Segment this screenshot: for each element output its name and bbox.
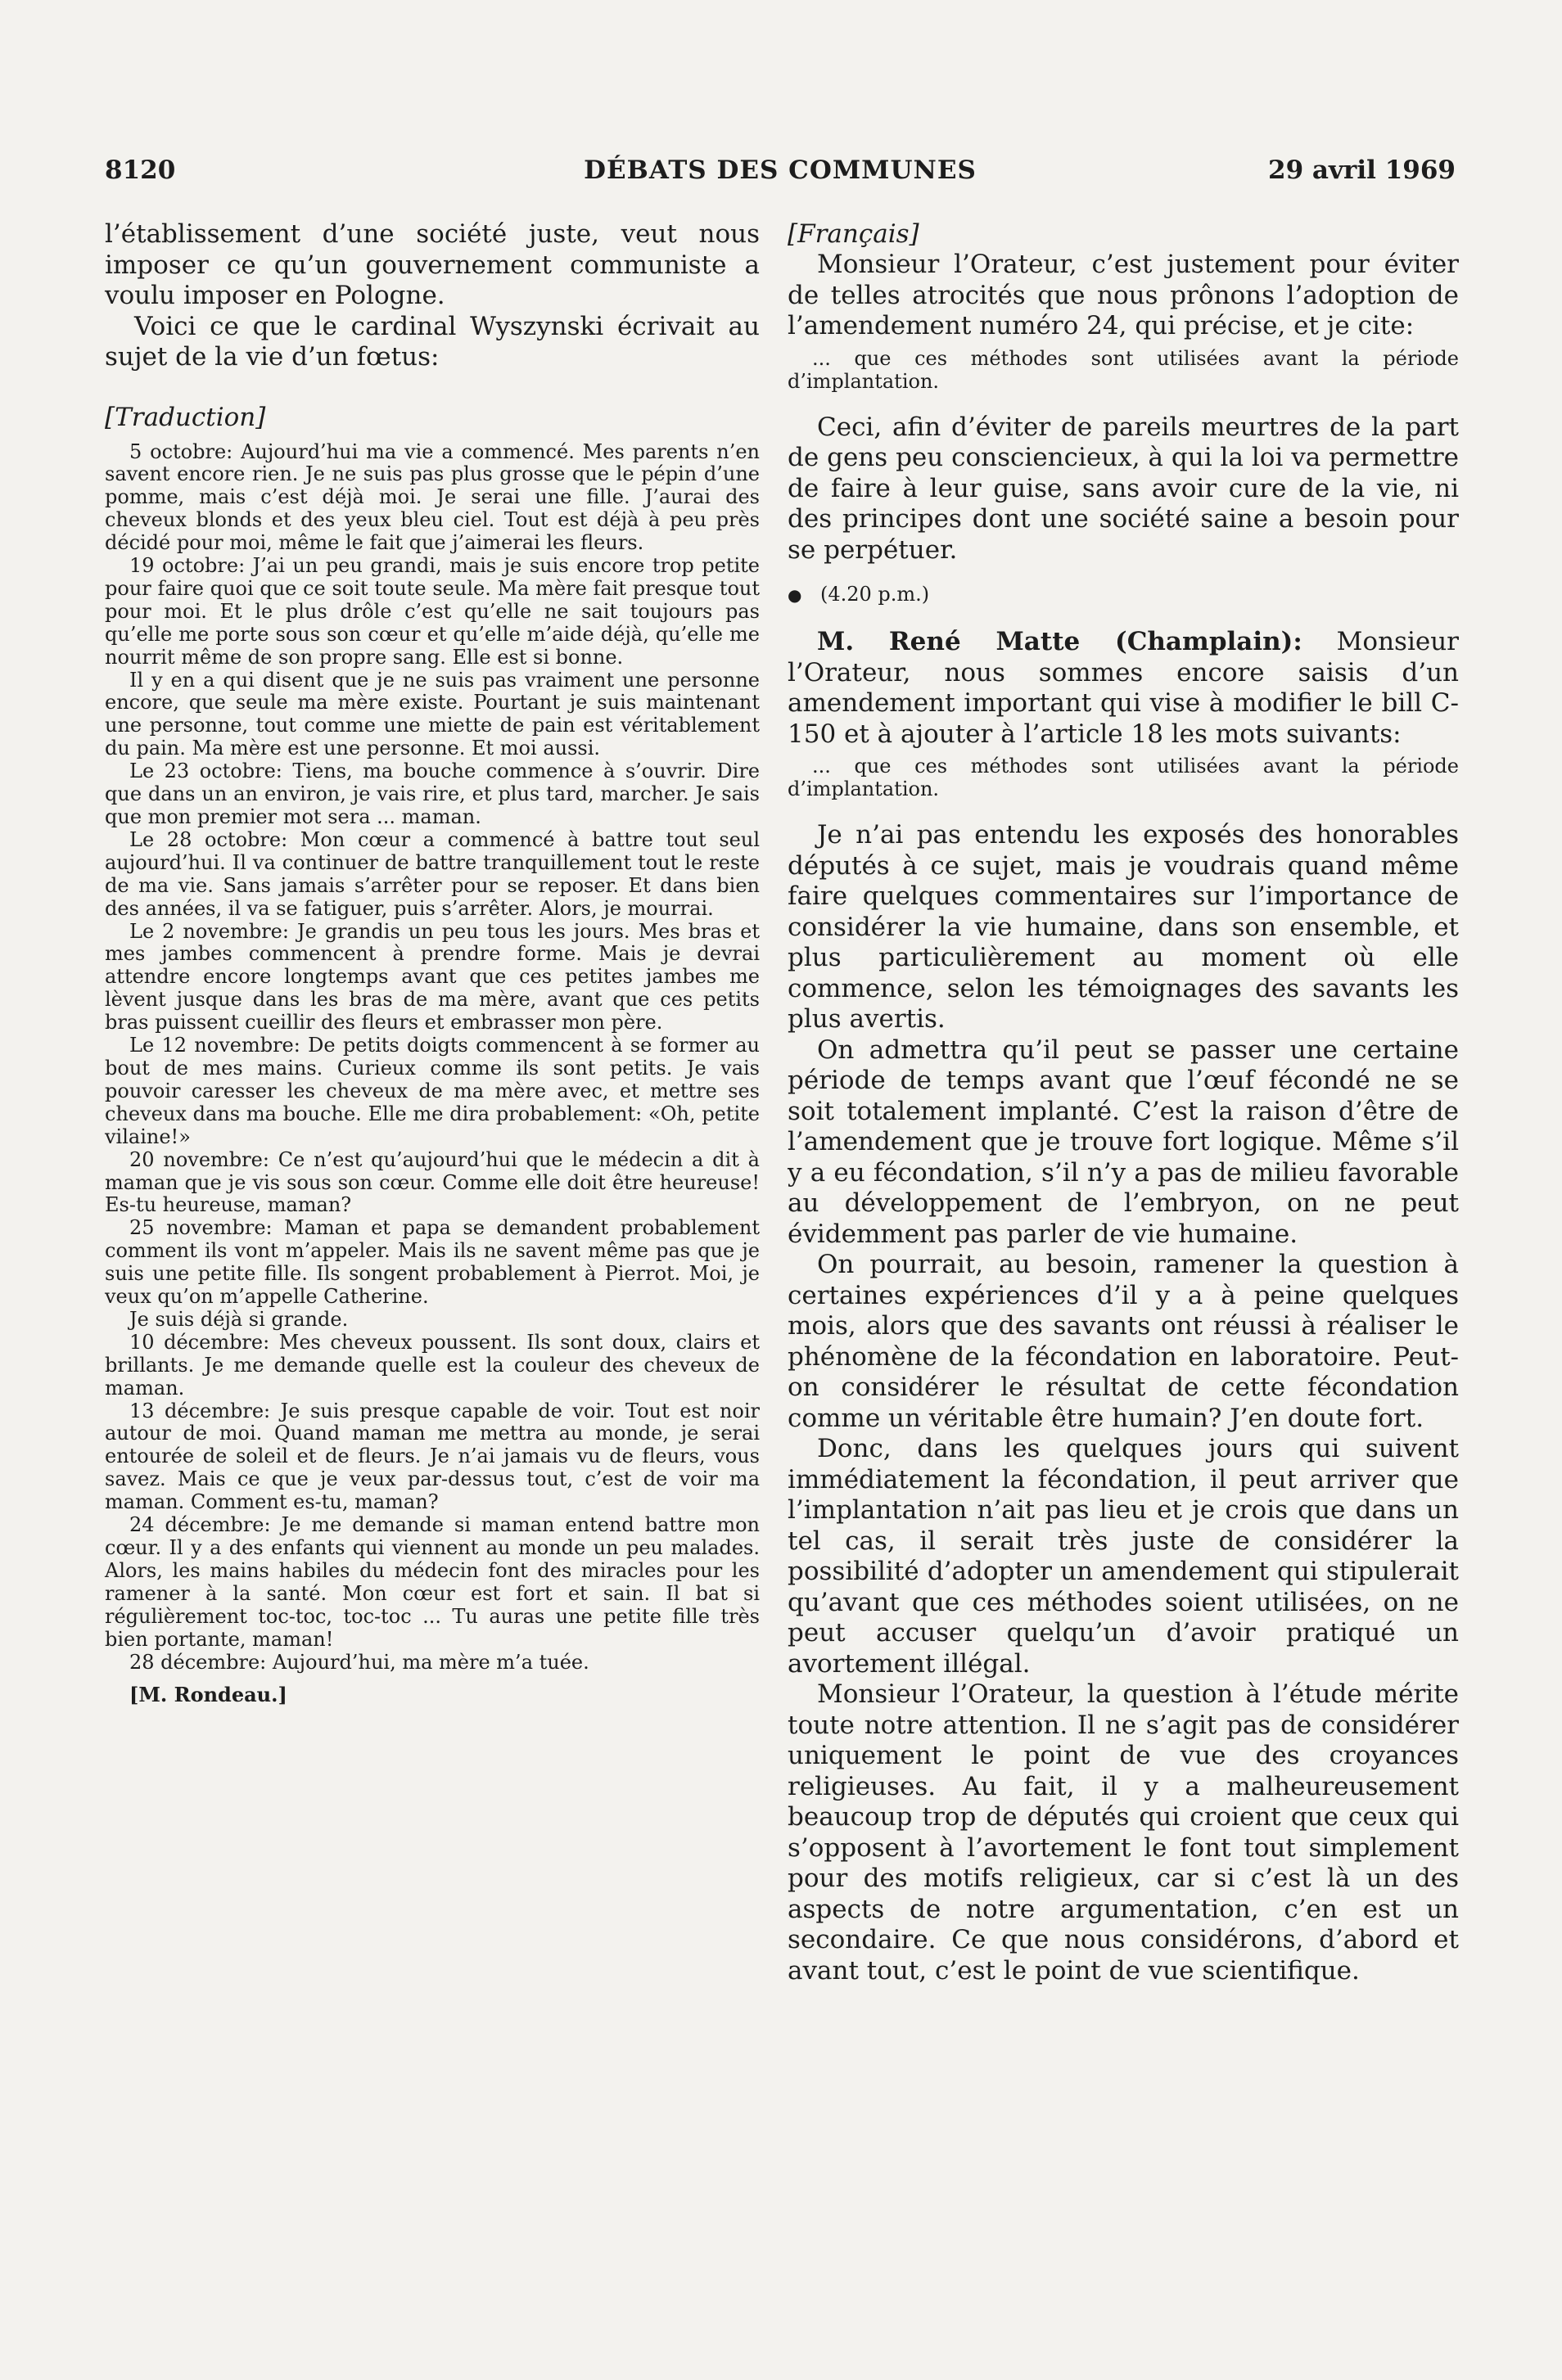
- diary-entry: Le 12 novembre: De petits doigts commencent à se former au bout de mes mains. Curieux comme ils sont petits. Je vais pouvoir caresser les cheveux de ma mère avec, et mettre ses cheveux dans ma bouche. Elle me dira probablement: «Oh, petite vilaine!»: [105, 1034, 760, 1148]
- diary-entry: 19 octobre: J’ai un peu grandi, mais je suis encore trop petite pour faire quoi que ce soit toute seule. Ma mère fait presque tout pour moi. Et le plus drôle c’est qu’elle ne sait toujours pas qu’elle me porte sous son cœur et qu’elle m’aide déjà, qu’elle me nourrit même de son propre sang. Elle est si bonne.: [105, 554, 760, 669]
- diary-entry: 25 novembre: Maman et papa se demandent probablement comment ils vont m’appeler. Mais ils ne savent même pas que je suis une petite fille. Ils songent probablement à Pierrot. Moi, je veux qu’on m’appelle Catherine.: [105, 1216, 760, 1309]
- quoted-amendment: ... que ces méthodes sont utilisées avant la période d’implantation.: [788, 346, 1459, 393]
- page-header: [105, 156, 1456, 188]
- diary-entry: Je suis déjà si grande.: [129, 1307, 349, 1331]
- translation-tag: [Traduction]: [105, 402, 266, 432]
- speech-text: Monsieur l’Orateur, nous sommes encore saisis d’un amendement important qui vise à modifier le bill C-150 et à ajouter à l’article 18 les mots suivants:: [788, 627, 1459, 749]
- diary-entry: Le 2 novembre: Je grandis un peu tous les jours. Mes bras et mes jambes commencent à prendre forme. Mais je devrai attendre encore longtemps avant que ces petites jambes me lèvent jusque dans les bras de ma mère, avant que ces petits bras puissent cueillir des fleurs et embrasser mon père.: [105, 919, 760, 1034]
- diary-entry: 20 novembre: Ce n’est qu’aujourd’hui que le médecin a dit à maman que je vis sous son cœur. Comme elle doit être heureuse! Es-tu heureuse, maman?: [105, 1147, 760, 1217]
- diary-entry: 13 décembre: Je suis presque capable de voir. Tout est noir autour de moi. Quand maman me mettra au monde, je serai entourée de soleil et de fleurs. Je n’ai jamais vu de fleurs, vous savez. Mais ce que je veux par-dessus tout, c’est de voir ma maman. Comment es-tu, maman?: [105, 1399, 760, 1514]
- diary-entry: 10 décembre: Mes cheveux poussent. Ils sont doux, clairs et brillants. Je me demande quelle est la couleur des cheveux de maman.: [105, 1330, 760, 1400]
- right-column: [788, 219, 1459, 1986]
- speech-paragraph: [788, 627, 1459, 750]
- paragraph: Je n’ai pas entendu les exposés des honorables députés à ce sujet, mais je voudrais quand même faire quelques commentaires sur l’importance de considérer la vie humaine, dans son ensemble, et plus particulièrement au moment où elle commence, selon les témoignages des savants les plus avertis.: [788, 820, 1459, 1034]
- language-tag: [Français]: [788, 219, 919, 249]
- diary-entry: Il y en a qui disent que je ne suis pas vraiment une personne encore, que seule ma mère existe. Pourtant je suis maintenant une personne, tout comme une miette de pain est véritablement du pain. Ma mère est une personne. Et moi aussi.: [105, 668, 760, 760]
- paragraph: Ceci, afin d’éviter de pareils meurtres de la part de gens peu consciencieux, à qui la loi va permettre de faire à leur guise, sans avoir cure de la vie, ni des principes dont une société saine a besoin pour se perpétuer.: [788, 412, 1459, 565]
- publication-title: DÉBATS DES COMMUNES: [584, 156, 977, 185]
- left-column: [105, 219, 760, 1706]
- diary-entry: Le 23 octobre: Tiens, ma bouche commence à s’ouvrir. Dire que dans un an environ, je vais rire, et plus tard, marcher. Je sais que mon premier mot sera ... maman.: [105, 760, 760, 828]
- time-stamp: [788, 582, 1459, 607]
- bullet-icon: ●: [788, 585, 802, 605]
- paragraph: Monsieur l’Orateur, la question à l’étude mérite toute notre attention. Il ne s’agit pas de considérer uniquement le point de vue des croyances religieuses. Au fait, il y a malheureusement beaucoup trop de députés qui croient que ceux qui s’opposent à l’avortement le font tout simplement pour des motifs religieux, car si c’est là un des aspects de notre argumentation, c’en est un secondaire. Ce que nous considérons, d’abord et avant tout, c’est le point de vue scientifique.: [788, 1679, 1459, 1986]
- paragraph: On pourrait, au besoin, ramener la question à certaines expériences d’il y a à peine quelques mois, alors que des savants ont réussi à réaliser le phénomène de la fécondation en laboratoire. Peut-on considérer le résultat de cette fécondation comme un véritable être humain? J’en doute fort.: [788, 1250, 1459, 1433]
- page-number: 8120: [105, 156, 176, 185]
- time-stamp-text: (4.20 p.m.): [820, 583, 930, 606]
- diary-entry: 28 décembre: Aujourd’hui, ma mère m’a tuée.: [129, 1650, 589, 1674]
- diary-entry: Le 28 octobre: Mon cœur a commencé à battre tout seul aujourd’hui. Il va continuer de battre tranquillement tout le reste de ma vie. Sans jamais s’arrêter pour se reposer. Et dans bien des années, il va se fatiguer, puis s’arrêter. Alors, je mourrai.: [105, 827, 760, 920]
- paragraph: l’établissement d’une société juste, veut nous imposer ce qu’un gouvernement communiste a voulu imposer en Pologne.: [105, 219, 760, 310]
- diary-entry: 5 octobre: Aujourd’hui ma vie a commencé. Mes parents n’en savent encore rien. Je ne suis pas plus grosse que le pépin d’une pomme, mais c’est déjà moi. Je serai une fille. J’aurai des cheveux blonds et des yeux bleu ciel. Tout est déjà à peu près décidé pour moi, même le fait que j’aimerai les fleurs.: [105, 439, 760, 555]
- diary-entry: 24 décembre: Je me demande si maman entend battre mon cœur. Il y a des enfants qui viennent au monde un peu malades. Alors, les mains habiles du médecin font des miracles pour les ramener à la santé. Mon cœur est fort et sain. Il bat si régulièrement toc-toc, toc-toc ... Tu auras une petite fille très bien portante, maman!: [105, 1513, 760, 1651]
- publication-date: 29 avril 1969: [1268, 156, 1456, 185]
- speaker-signoff: [M. Rondeau.]: [129, 1683, 287, 1707]
- speaker-name: M. René Matte (Champlain):: [817, 627, 1302, 656]
- paragraph: On admettra qu’il peut se passer une certaine période de temps avant que l’œuf fécondé ne se soit totalement implanté. C’est la raison d’être de l’amendement que je trouve fort logique. Même s’il y a eu fécondation, s’il n’y a pas de milieu favorable au développement de l’embryon, on ne peut évidemment pas parler de vie humaine.: [788, 1034, 1459, 1249]
- paragraph: Donc, dans les quelques jours qui suivent immédiatement la fécondation, il peut arriver que l’implantation n’ait pas lieu et je crois que dans un tel cas, il serait très juste de considérer la possibilité d’adopter un amendement qui stipulerait qu’avant que ces méthodes soient utilisées, on ne peut accuser quelqu’un d’avoir pratiqué un avortement illégal.: [788, 1434, 1459, 1679]
- paragraph: Voici ce que le cardinal Wyszynski écrivait au sujet de la vie d’un fœtus:: [105, 311, 760, 372]
- paragraph: Monsieur l’Orateur, c’est justement pour éviter de telles atrocités que nous prônons l’adoption de l’amendement numéro 24, qui précise, et je cite:: [788, 250, 1459, 340]
- quoted-amendment: ... que ces méthodes sont utilisées avant la période d’implantation.: [788, 755, 1459, 800]
